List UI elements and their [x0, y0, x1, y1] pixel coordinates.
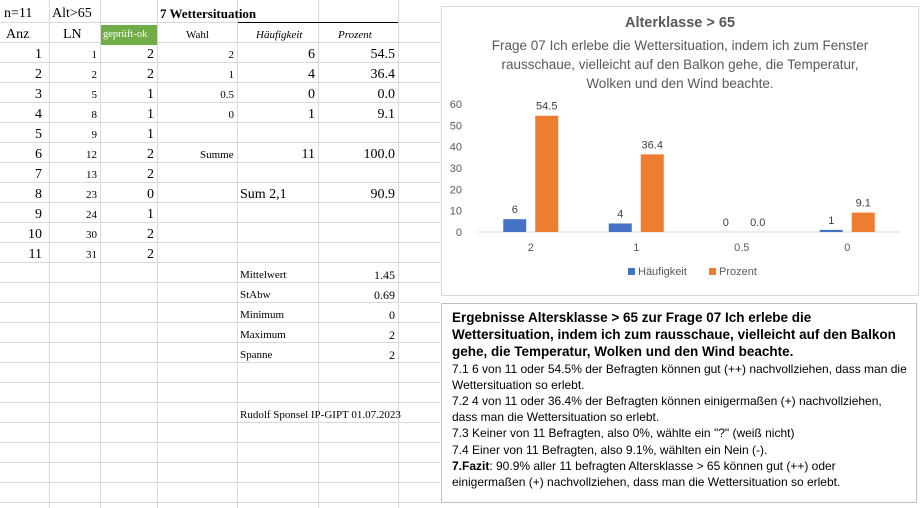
wahl-cell: 2 [228, 49, 234, 61]
age-label: Alt>65 [52, 6, 92, 21]
result-line: 7.2 4 von 11 oder 36.4% der Befragten können einigermaßen (+) nachvollziehen, dass man die Wettersituation so erlebt. [452, 394, 882, 424]
anz-cell: 6 [35, 147, 42, 162]
chart-subtitle-line: Wolken und den Wind beachte. [586, 76, 774, 91]
haeufigkeit-header: Häufigkeit [256, 29, 303, 41]
chart-title: Alterklasse > 65 [624, 15, 736, 31]
geprueft-cell: 2 [147, 67, 154, 82]
prozent-cell: 54.5 [370, 47, 395, 62]
bar-haeufigkeit [609, 223, 632, 232]
data-label: 0 [722, 217, 729, 229]
summe-haeufigkeit: 11 [301, 147, 315, 162]
chart-plot [442, 7, 918, 295]
y-tick-label: 30 [449, 163, 462, 175]
anz-cell: 8 [35, 187, 42, 202]
prozent-cell: 0.0 [377, 87, 395, 102]
geprueft-cell: 2 [147, 167, 154, 182]
grid-row-line [0, 382, 440, 383]
grid-row-line [0, 442, 440, 443]
y-tick-label: 50 [449, 120, 462, 133]
x-tick-label: 0 [844, 242, 851, 254]
stat-value: 2 [389, 328, 395, 342]
haeufigkeit-cell: 6 [308, 47, 315, 62]
legend-swatch [628, 268, 635, 275]
data-label: 0.0 [750, 217, 766, 229]
ln-cell: 24 [86, 209, 97, 221]
y-tick-label: 40 [449, 141, 462, 154]
anz-cell: 7 [35, 167, 42, 182]
ln-cell: 12 [86, 149, 97, 161]
prozent-header: Prozent [338, 29, 372, 41]
haeufigkeit-cell: 1 [308, 107, 315, 122]
wahl-cell: 0 [228, 109, 234, 121]
prozent-cell: 36.4 [370, 67, 395, 82]
y-tick-label: 60 [449, 99, 462, 111]
wahl-cell: 1 [228, 69, 234, 81]
data-label: 9.1 [855, 197, 871, 210]
chart-subtitle-line: Frage 07 Ich erlebe die Wettersituation, indem ich zum Fenster [491, 38, 869, 53]
ln-cell: 2 [91, 69, 97, 81]
summe-label: Summe [200, 149, 234, 161]
fazit-text: : 90.9% aller 11 befragten Altersklasse > 65 können gut (++) oder einigermaßen (+) nachvollziehen, dass man die Wettersituation so erlebt. [452, 459, 841, 489]
geprueft-cell: 1 [147, 87, 154, 102]
stat-value: 0 [389, 308, 395, 322]
haeufigkeit-cell: 0 [308, 87, 315, 102]
stat-value: 2 [389, 348, 395, 362]
n-label: n=11 [4, 6, 33, 21]
stat-value: 0.69 [374, 288, 395, 302]
author-note: Rudolf Sponsel IP-GIPT 01.07.2023 [240, 409, 401, 421]
prozent-cell: 9.1 [377, 107, 395, 122]
result-line: 7.4 Einer von 11 Befragten, also 9.1%, wählten ein Nein (-). [452, 442, 768, 457]
legend-label: Häufigkeit [638, 266, 687, 278]
ln-cell: 30 [86, 229, 97, 241]
fazit-line [452, 459, 908, 490]
ln-cell: 9 [91, 129, 97, 141]
geprueft-cell: 0 [147, 187, 154, 202]
wahl-cell: 0.5 [220, 89, 234, 101]
anz-cell: 9 [35, 207, 42, 222]
stat-value: 1.45 [374, 268, 395, 282]
geprueft-cell: 1 [147, 107, 154, 122]
geprueft-cell: 2 [147, 227, 154, 242]
geprueft-cell: 1 [147, 127, 154, 142]
sum21-label: Sum 2,1 [240, 187, 287, 202]
results-heading: Ergebnisse Altersklasse > 65 zur Frage 07 Ich erlebe die Wettersituation, indem ich zum rausschaue, vielleicht auf den Balkon gehe, die Temperatur, Wolken und den Wind beachte. [452, 310, 896, 359]
ln-cell: 1 [91, 49, 97, 61]
results-textbox[interactable] [441, 303, 917, 503]
anz-cell: 10 [28, 227, 42, 242]
ln-cell: 8 [91, 109, 97, 121]
result-line: 7.3 Keiner von 11 Befragten, also 0%, wählte ein "?" (weiß nicht) [452, 426, 795, 440]
bar-prozent [852, 213, 875, 232]
anz-cell: 2 [35, 67, 42, 82]
stat-label: Minimum [240, 309, 285, 321]
summe-prozent: 100.0 [363, 147, 395, 162]
anz-cell: 4 [35, 107, 42, 122]
bar-prozent [641, 154, 664, 232]
data-label: 4 [617, 208, 624, 221]
ln-cell: 5 [91, 89, 97, 101]
ln-cell: 13 [86, 169, 97, 181]
geprueft-cell: 2 [147, 147, 154, 162]
grid-row-line [0, 462, 440, 463]
x-tick-label: 1 [633, 242, 640, 254]
data-label: 6 [511, 204, 518, 217]
anz-cell: 1 [35, 47, 42, 62]
geprueft-header: geprüft-ok [103, 29, 148, 40]
result-line: 7.1 6 von 11 oder 54.5% der Befragten können gut (++) nachvollziehen, dass man die Wettersituation so erlebt. [452, 362, 907, 392]
wahl-header: Wahl [186, 29, 209, 41]
haeufigkeit-cell: 4 [308, 67, 315, 82]
anz-cell: 3 [35, 87, 42, 102]
data-label: 36.4 [641, 139, 663, 152]
sum21-value: 90.9 [370, 187, 395, 202]
anz-cell: 11 [28, 247, 42, 262]
stat-label: Mittelwert [240, 269, 287, 281]
anz-header: Anz [6, 27, 30, 42]
stat-label: Spanne [240, 349, 273, 361]
fazit-label: 7.Fazit [452, 459, 490, 473]
legend-label: Prozent [719, 266, 757, 278]
grid-row-line [0, 482, 440, 483]
anz-cell: 5 [35, 127, 42, 142]
data-label: 54.5 [536, 100, 558, 113]
ln-cell: 31 [86, 249, 97, 261]
legend-swatch [709, 268, 716, 275]
y-tick-label: 10 [449, 205, 462, 218]
stat-label: Maximum [240, 329, 286, 341]
grid-row-line [0, 402, 440, 403]
chart-subtitle-line: rausschaue, vielleicht auf den Balkon gehe, die Temperatur, [501, 57, 859, 72]
header-underline [238, 22, 398, 23]
section-title: 7 Wettersituation [160, 6, 257, 21]
grid-row-line [0, 502, 440, 503]
geprueft-cell: 1 [147, 207, 154, 222]
y-tick-label: 0 [455, 227, 462, 239]
x-tick-label: 0.5 [734, 242, 750, 254]
ln-cell: 23 [86, 189, 97, 201]
ln-header: LN [63, 27, 82, 42]
bar-chart[interactable] [441, 6, 919, 296]
geprueft-cell: 2 [147, 47, 154, 62]
x-tick-label: 2 [527, 242, 534, 254]
geprueft-cell: 2 [147, 247, 154, 262]
data-label: 1 [828, 214, 835, 227]
bar-prozent [535, 116, 558, 232]
stat-label: StAbw [240, 289, 271, 301]
bar-haeufigkeit [503, 219, 526, 232]
bar-haeufigkeit [820, 230, 843, 232]
y-tick-label: 20 [449, 184, 462, 197]
